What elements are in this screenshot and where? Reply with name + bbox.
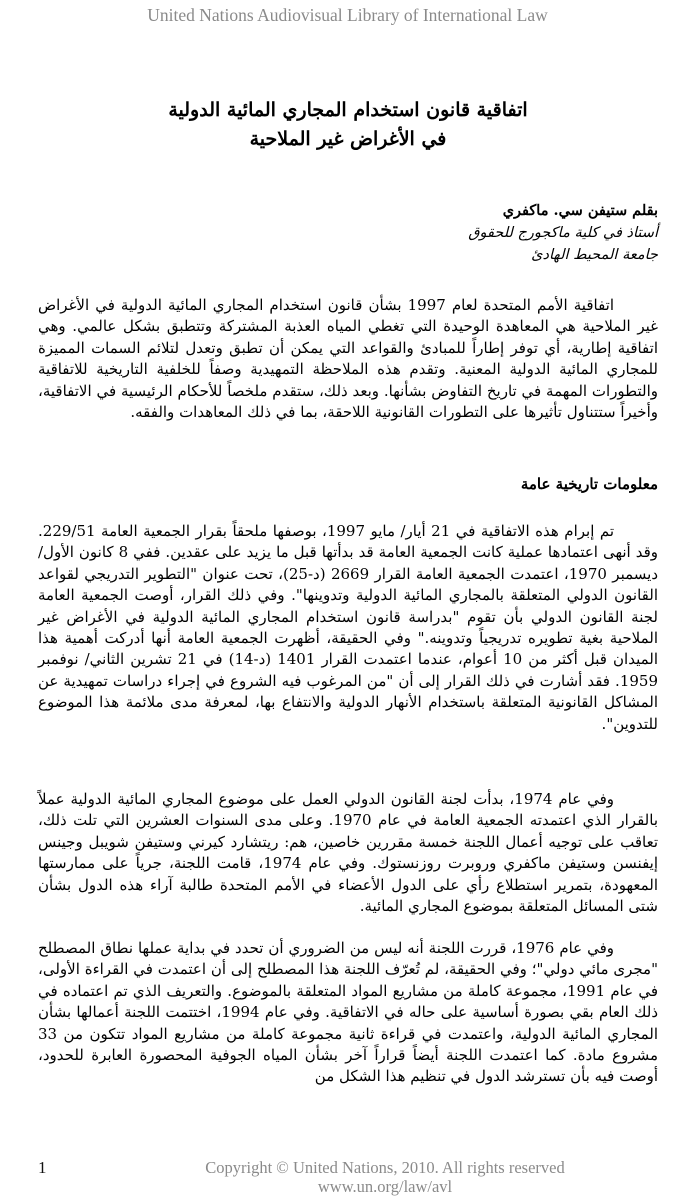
body-paragraph: وفي عام 1976، قررت اللجنة أنه ليس من الضروري أن تحدد في بداية عملها نطاق المصطلح "مجرى مائي دولي"؛ وفي الحقيقة، لم تُعرّف اللجنة هذا المصطلح إلى أن اعتمدت في القراءة الأولى، في عام 1991، مجموعة كاملة من مشاريع المواد المتعلقة بالموضوع. والتعريف الذي تم اعتماده في ذلك العام بقي بصورة أساسية على حاله في الاتفاقية. وفي عام 1994، اختتمت اللجنة أعمالها بشأن المجاري المائية الدولية، واعتمدت في قراءة ثانية مجموعة كاملة من مشاريع المواد تتكون من 33 مشروع مادة. كما اعتمدت اللجنة أيضاً قراراً آخر بشأن المياه الجوفية المحصورة العابرة للحدود، أوصت فيه بأن تسترشد الدول في تنظيم هذا الشكل من (38, 939, 659, 1086)
section-heading: معلومات تاريخية عامة (520, 475, 658, 493)
intro-paragraph: اتفاقية الأمم المتحدة لعام 1997 بشأن قانون استخدام المجاري المائية الدولية في الأغراض غير الملاحية هي المعاهدة الوحيدة التي تغطي المياه العذبة المشتركة وتتطبق بشكل عالمي. وهي اتفاقية إطارية، أي توفر إطاراً للمبادئ والقواعد التي يمكن أن تطبق وتعدل لتلائم السمات المميزة للمجاري المائية الدولية المعنية. وتقدم هذه الملاحظة التمهيدية وصفاً للخلفية التاريخية للاتفاقية والتطورات المهمة في تاريخ التفاوض بشأنها. وبعد ذلك، ستقدم ملخصاً للأحكام الرئيسية في الاتفاقية، وأخيراً ستتناول تأثيرها على التطورات القانونية اللاحقة، بما في ذلك المعاهدات والفقه. (38, 296, 658, 422)
author-position: أستاذ في كلية ماكجورج للحقوق (468, 225, 658, 241)
library-header: United Nations Audiovisual Library of International Law (147, 5, 548, 25)
footer-url[interactable]: www.un.org/law/avl (317, 1177, 453, 1196)
page-footer (170, 1158, 600, 1196)
title-line-1: اتفاقية قانون استخدام المجاري المائية الدولية (168, 99, 528, 121)
author-block (38, 200, 658, 266)
author-name: بقلم ستيفن سي. ماكفري (502, 202, 658, 219)
document-title (38, 96, 658, 154)
author-university: جامعة المحيط الهادئ (531, 247, 658, 263)
body-paragraph: وفي عام 1974، بدأت لجنة القانون الدولي العمل على موضوع المجاري المائية الدولية عملاً بالقرار الذي اعتمدته الجمعية العامة في عام 1970. وعلى مدى السنوات العشرين التي تلت ذلك، تعاقب على توجيه أعمال اللجنة خمسة مقررين خاصين، هم: ريتشارد كيرني وستيفن شويبل وجينس إيفنسن وستيفن ماكفري وروبرت روزنستوك. وفي عام 1974، قامت اللجنة، جرياً على ممارستها المعهودة، بتمرير استطلاع رأي على الدول الأعضاء في الأمم المتحدة طالبة آراء هذه الدول بشأن شتى المسائل المتعلقة بموضوع المجاري المائية. (38, 790, 659, 916)
page-number: 1 (38, 1158, 47, 1177)
body-paragraph: تم إبرام هذه الاتفاقية في 21 أيار/ مايو 1997، بوصفها ملحقاً بقرار الجمعية العامة 229/51. وقد أنهى اعتمادها عملية كانت الجمعية العامة قد بدأتها قبل ما يزيد على عقدين. ففي 8 كانون الأول/ ديسمبر 1970، اعتمدت الجمعية العامة القرار 2669 (د-25)، تحت عنوان "التطوير التدريجي لقواعد القانون الدولي المتعلقة بالمجاري المائية الدولية وتدوينها". وفي ذلك القرار، أوصت الجمعية العامة لجنة القانون الدولي بأن تقوم "بدراسة قانون استخدام المجاري المائية الدولية في الأغراض غير الملاحية بغية تطويره تدريجياً وتدوينه." وفي الحقيقة، أظهرت الجمعية العامة أنها أدركت أهمية هذا الميدان قبل أكثر من 10 أعوام، عندما اعتمدت القرار 1401 (د-14) في 21 تشرين الثاني/ نوفمبر 1959. فقد أشارت في ذلك القرار إلى أن "من المرغوب فيه الشروع في إجراء دراسات تمهيدية عن المشاكل القانونية المتعلقة باستخدام الأنهار الدولية والانتفاع بها، لمعرفة مدى ملائمة هذا الموضوع للتدوين". (38, 522, 659, 733)
copyright-notice: Copyright © United Nations, 2010. All rights reserved (205, 1158, 565, 1177)
title-line-2: في الأغراض غير الملاحية (249, 128, 447, 150)
